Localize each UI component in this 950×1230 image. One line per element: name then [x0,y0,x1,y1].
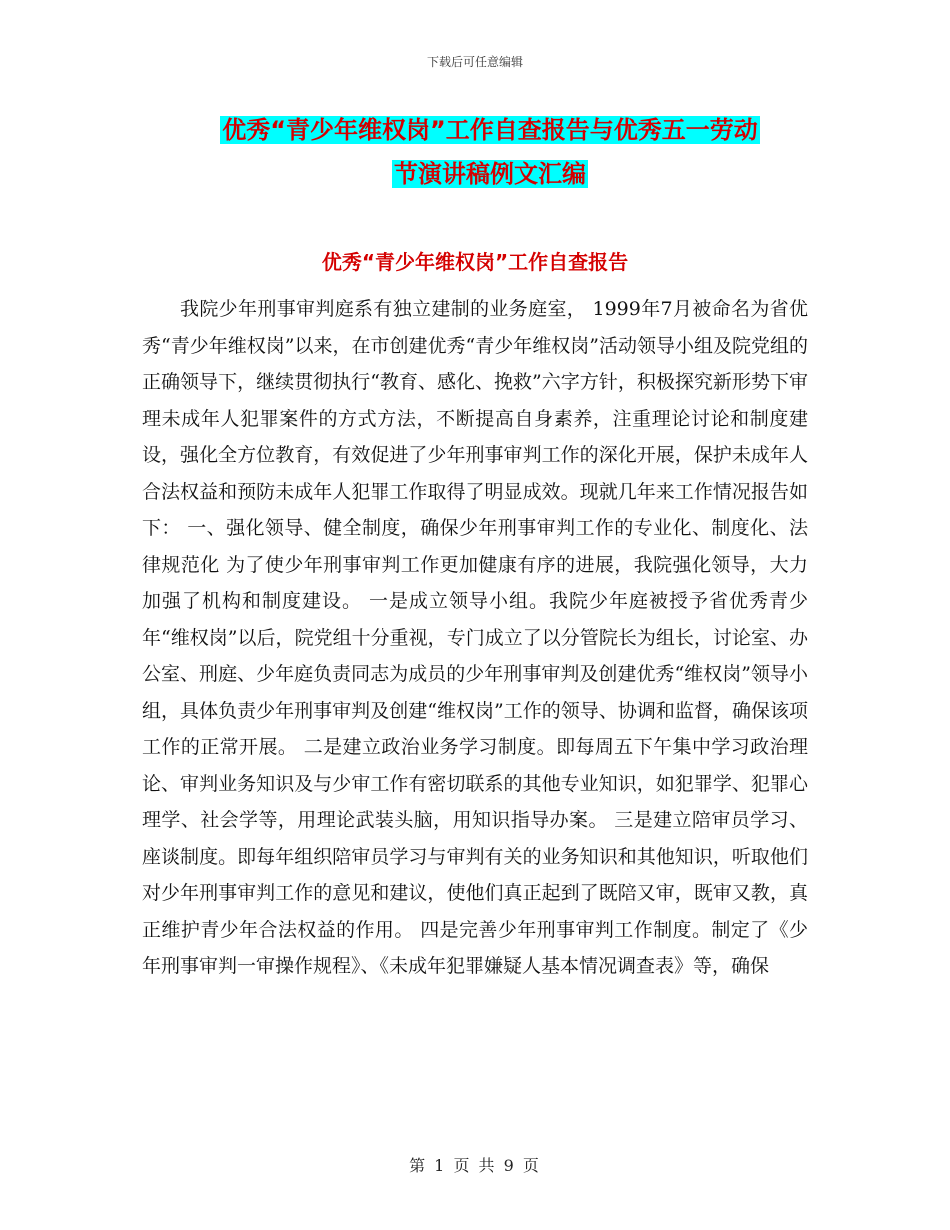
document-title-line-1: 优秀“青少年维权岗”工作自查报告与优秀五一劳动 [222,116,758,144]
body-paragraph: 我院少年刑事审判庭系有独立建制的业务庭室， 1999年7月被命名为省优秀“青少年维权岗”以来，在市创建优秀“青少年维权岗”活动领导小组及院党组的正确领导下，继续贯彻执行“教育、感化、挽救”六字方针，积极探究新形势下审理未成年人犯罪案件的方式方法，不断提高自身素养，注重理论讨论和制度建设，强化全方位教育，有效促进了少年刑事审判工作的深化开展，保护未成年人合法权益和预防未成年人犯罪工作取得了明显成效。现就几年来工作情况报告如下： 一、强化领导、健全制度，确保少年刑事审判工作的专业化、制度化、法律规范化 为了使少年刑事审判工作更加健康有序的进展，我院强化领导，大力加强了机构和制度建设。 一是成立领导小组。我院少年庭被授予省优秀青少年“维权岗”以后，院党组十分重视，专门成立了以分管院长为组长，讨论室、办公室、刑庭、少年庭负责同志为成员的少年刑事审判及创建优秀“维权岗”领导小组，具体负责少年刑事审判及创建“维权岗”工作的领导、协调和监督，确保该项工作的正常开展。 二是建立政治业务学习制度。即每周五下午集中学习政治理论、审判业务知识及与少审工作有密切联系的其他专业知识，如犯罪学、犯罪心理学、社会学等，用理论武装头脑，用知识指导办案。 三是建立陪审员学习、座谈制度。即每年组织陪审员学习与审判有关的业务知识和其他知识，听取他们对少年刑事审判工作的意见和建议，使他们真正起到了既陪又审，既审又教，真正维护青少年合法权益的作用。 四是完善少年刑事审判工作制度。制定了《少年刑事审判一审操作规程》、《未成年犯罪嫌疑人基本情况调查表》等，确保 [142,298,808,977]
document-title-line-2: 节演讲稿例文汇编 [394,160,586,188]
page-number-footer: 第 1 页 共 9 页 [409,1156,541,1175]
page-header-note: 下载后可任意编辑 [426,55,523,69]
section-title: 优秀“青少年维权岗”工作自查报告 [321,250,629,274]
document-title [140,108,840,196]
